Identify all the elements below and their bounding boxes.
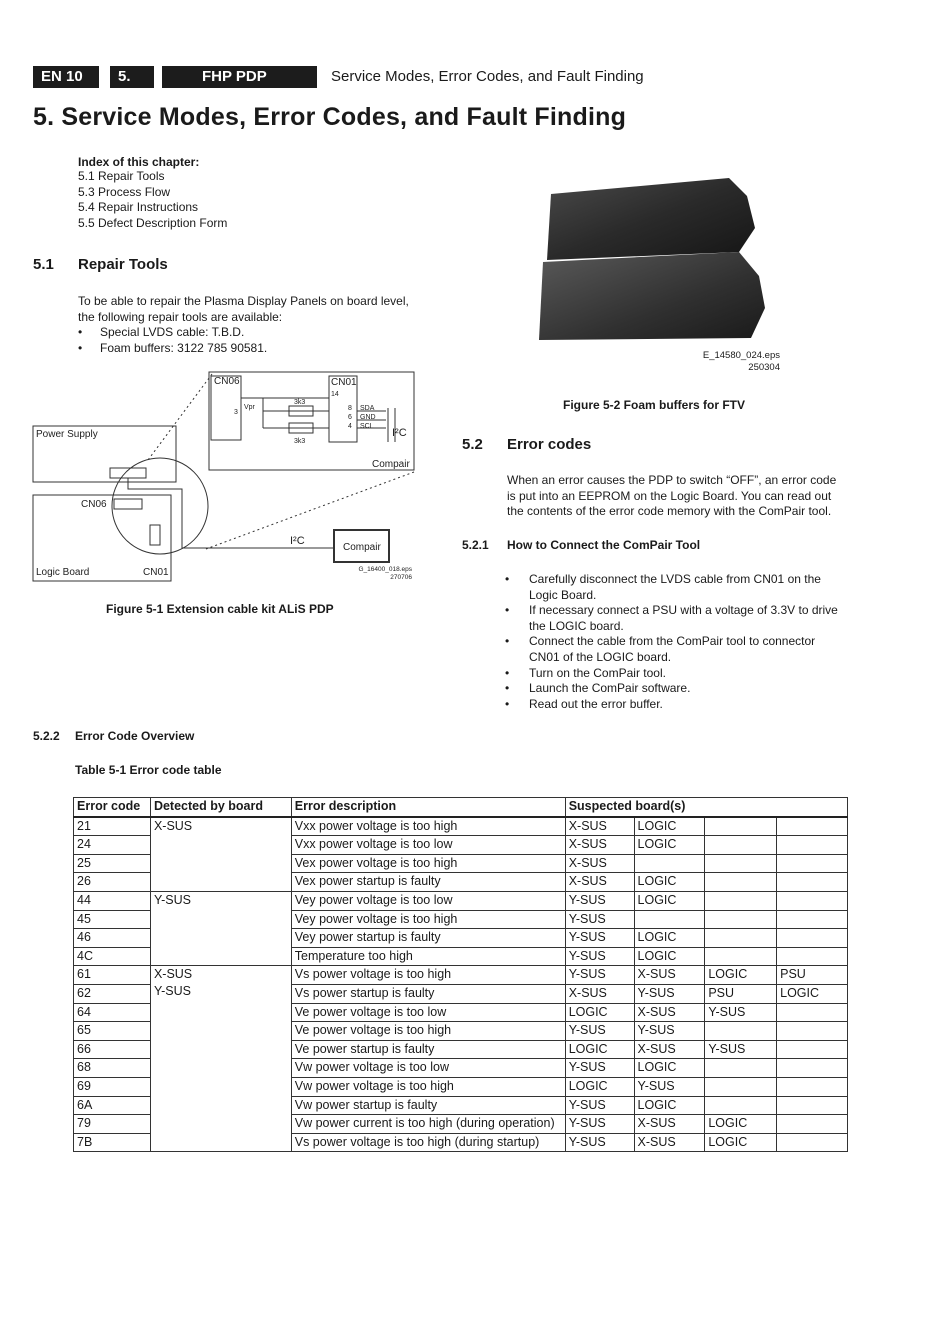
step-item: • Connect the cable from the ComPair tool to connector CN01 of the LOGIC board. bbox=[505, 634, 855, 665]
suspected-board-cell bbox=[705, 1077, 777, 1096]
model-name: FHP PDP bbox=[202, 68, 267, 85]
header-title: Service Modes, Error Codes, and Fault Finding bbox=[331, 68, 644, 85]
error-description-cell: Vs power startup is faulty bbox=[291, 984, 565, 1003]
suspected-board-cell bbox=[705, 854, 777, 873]
compair-steps bbox=[505, 572, 855, 712]
error-code-cell: 4C bbox=[74, 947, 151, 966]
page-number: EN 10 bbox=[41, 68, 83, 85]
i2c-label: I²C bbox=[392, 427, 407, 439]
error-description-cell: Vw power voltage is too low bbox=[291, 1059, 565, 1078]
suspected-board-cell: PSU bbox=[777, 966, 848, 985]
suspected-board-cell: PSU bbox=[705, 984, 777, 1003]
power-supply-connector bbox=[110, 468, 146, 478]
error-description-cell: Ve power voltage is too high bbox=[291, 1022, 565, 1041]
suspected-board-cell bbox=[777, 929, 848, 948]
suspected-board-cell: X-SUS bbox=[634, 1115, 705, 1134]
suspected-board-cell: Y-SUS bbox=[565, 947, 634, 966]
suspected-board-cell bbox=[705, 929, 777, 948]
suspected-board-cell: Y-SUS bbox=[565, 929, 634, 948]
index-item[interactable]: 5.3 Process Flow bbox=[78, 184, 171, 199]
suspected-board-cell: X-SUS bbox=[634, 966, 705, 985]
resistor-label: 3k3 bbox=[294, 438, 306, 445]
error-description-cell: Vxx power voltage is too high bbox=[291, 817, 565, 836]
figure-5-2-ref bbox=[640, 350, 780, 374]
suspected-board-cell bbox=[705, 817, 777, 836]
intro-line: To be able to repair the Plasma Display Panels on board level, bbox=[78, 294, 409, 308]
scl-label: SCL bbox=[360, 423, 374, 430]
index-item[interactable]: 5.5 Defect Description Form bbox=[78, 215, 228, 230]
suspected-board-cell bbox=[634, 910, 705, 929]
suspected-board-cell bbox=[777, 1077, 848, 1096]
repair-tool-item: • Special LVDS cable: T.B.D. bbox=[78, 325, 409, 341]
table-row bbox=[74, 891, 848, 910]
figure-ref: E_14580_024.eps bbox=[702, 350, 780, 361]
page-number-tag bbox=[33, 66, 99, 88]
step-item: • Carefully disconnect the LVDS cable from CN01 on the Logic Board. bbox=[505, 572, 855, 603]
suspected-board-cell: LOGIC bbox=[634, 947, 705, 966]
suspected-board-cell bbox=[777, 1022, 848, 1041]
extension-cable-diagram bbox=[30, 368, 420, 588]
paragraph-line: is put into an EEPROM on the Logic Board. You can read out bbox=[507, 488, 832, 503]
table-header-row bbox=[74, 798, 848, 817]
error-description-cell: Vw power startup is faulty bbox=[291, 1096, 565, 1115]
step-item: • Read out the error buffer. bbox=[505, 697, 855, 713]
suspected-board-cell bbox=[777, 947, 848, 966]
vpr-label: Vpr bbox=[244, 404, 255, 411]
suspected-board-cell bbox=[705, 947, 777, 966]
suspected-board-cell: Y-SUS bbox=[634, 1077, 705, 1096]
table-row bbox=[74, 817, 848, 836]
cn06-board-label: CN06 bbox=[81, 499, 107, 510]
suspected-board-cell: Y-SUS bbox=[565, 1059, 634, 1078]
section-5-1-number: 5.1 bbox=[33, 256, 54, 273]
suspected-board-cell: LOGIC bbox=[705, 1115, 777, 1134]
error-code-cell: 24 bbox=[74, 836, 151, 855]
suspected-board-cell bbox=[777, 854, 848, 873]
i2c-cable-label: I²C bbox=[290, 535, 305, 547]
column-header: Detected by board bbox=[150, 798, 291, 817]
suspected-board-cell: X-SUS bbox=[565, 873, 634, 892]
suspected-board-cell: LOGIC bbox=[705, 1133, 777, 1152]
suspected-board-cell: X-SUS bbox=[565, 817, 634, 836]
step-item: • Turn on the ComPair tool. bbox=[505, 666, 855, 682]
column-header: Suspected board(s) bbox=[565, 798, 847, 817]
figure-ref: G_16400_018.eps bbox=[358, 566, 412, 573]
suspected-board-cell bbox=[777, 1115, 848, 1134]
error-description-cell: Ve power voltage is too low bbox=[291, 1003, 565, 1022]
suspected-board-cell bbox=[705, 836, 777, 855]
suspected-board-cell bbox=[777, 1096, 848, 1115]
suspected-board-cell bbox=[777, 836, 848, 855]
pin-label: 3 bbox=[234, 409, 238, 416]
suspected-board-cell: Y-SUS bbox=[565, 966, 634, 985]
suspected-board-cell: X-SUS bbox=[634, 1133, 705, 1152]
error-code-cell: 25 bbox=[74, 854, 151, 873]
error-code-cell: 68 bbox=[74, 1059, 151, 1078]
error-code-cell: 65 bbox=[74, 1022, 151, 1041]
error-description-cell: Ve power startup is faulty bbox=[291, 1040, 565, 1059]
suspected-board-cell: Y-SUS bbox=[634, 984, 705, 1003]
column-header: Error description bbox=[291, 798, 565, 817]
error-code-cell: 6A bbox=[74, 1096, 151, 1115]
error-code-cell: 45 bbox=[74, 910, 151, 929]
error-description-cell: Vey power voltage is too high bbox=[291, 910, 565, 929]
intro-line: the following repair tools are available: bbox=[78, 309, 283, 324]
detected-by-cell bbox=[150, 817, 291, 892]
section-5-2-1-number: 5.2.1 bbox=[462, 538, 489, 552]
suspected-board-cell: LOGIC bbox=[634, 873, 705, 892]
chapter-number-tag bbox=[110, 66, 154, 88]
suspected-board-cell: X-SUS bbox=[634, 1003, 705, 1022]
paragraph-line: When an error causes the PDP to switch “OFF”, an error code bbox=[507, 473, 837, 487]
section-5-2-title: Error codes bbox=[507, 436, 592, 453]
section-5-1-title: Repair Tools bbox=[78, 256, 168, 273]
cn06-board-connector bbox=[114, 499, 142, 509]
suspected-board-cell: LOGIC bbox=[634, 929, 705, 948]
error-description-cell: Temperature too high bbox=[291, 947, 565, 966]
suspected-board-cell: X-SUS bbox=[634, 1040, 705, 1059]
suspected-board-cell bbox=[705, 1096, 777, 1115]
error-code-cell: 21 bbox=[74, 817, 151, 836]
suspected-board-cell: LOGIC bbox=[565, 1003, 634, 1022]
error-code-cell: 62 bbox=[74, 984, 151, 1003]
suspected-board-cell: LOGIC bbox=[634, 1059, 705, 1078]
suspected-board-cell bbox=[777, 873, 848, 892]
suspected-board-cell bbox=[777, 1003, 848, 1022]
compair-box-label: Compair bbox=[343, 542, 381, 553]
error-description-cell: Vex power voltage is too high bbox=[291, 854, 565, 873]
section-5-1-intro bbox=[78, 294, 409, 356]
suspected-board-cell bbox=[705, 891, 777, 910]
suspected-board-cell: LOGIC bbox=[634, 891, 705, 910]
suspected-board-cell bbox=[705, 1059, 777, 1078]
error-code-cell: 66 bbox=[74, 1040, 151, 1059]
error-description-cell: Vw power current is too high (during operation) bbox=[291, 1115, 565, 1134]
suspected-board-cell bbox=[777, 910, 848, 929]
error-description-cell: Vey power voltage is too low bbox=[291, 891, 565, 910]
resistor-label: 3k3 bbox=[294, 399, 306, 406]
cn01-board-connector bbox=[150, 525, 160, 545]
suspected-board-cell bbox=[777, 1133, 848, 1152]
suspected-board-cell bbox=[705, 1022, 777, 1041]
repair-tool-item: • Foam buffers: 3122 785 90581. bbox=[78, 341, 409, 357]
logic-board-label: Logic Board bbox=[36, 567, 90, 578]
suspected-board-cell: X-SUS bbox=[565, 854, 634, 873]
figure-ref-date: 270706 bbox=[390, 574, 412, 581]
suspected-board-cell: Y-SUS bbox=[565, 1133, 634, 1152]
error-description-cell: Vs power voltage is too high bbox=[291, 966, 565, 985]
cn01-label: CN01 bbox=[331, 377, 357, 388]
suspected-board-cell: LOGIC bbox=[777, 984, 848, 1003]
error-code-cell: 69 bbox=[74, 1077, 151, 1096]
section-5-2-2-number: 5.2.2 bbox=[33, 729, 60, 743]
suspected-board-cell: Y-SUS bbox=[705, 1003, 777, 1022]
figure-ref-date: 250304 bbox=[748, 362, 780, 373]
error-description-cell: Vxx power voltage is too low bbox=[291, 836, 565, 855]
pin-label: 6 bbox=[348, 414, 352, 421]
error-code-cell: 26 bbox=[74, 873, 151, 892]
suspected-board-cell bbox=[705, 910, 777, 929]
foam-buffers-photo bbox=[533, 168, 783, 346]
error-code-table bbox=[73, 797, 848, 1152]
suspected-board-cell bbox=[777, 1059, 848, 1078]
detected-by-board: X-SUS bbox=[153, 818, 193, 833]
suspected-board-cell: LOGIC bbox=[634, 836, 705, 855]
suspected-board-cell: LOGIC bbox=[565, 1077, 634, 1096]
suspected-board-cell: Y-SUS bbox=[565, 1096, 634, 1115]
power-supply-label: Power Supply bbox=[36, 429, 98, 440]
detected-by-cell bbox=[150, 966, 291, 1152]
table-title: Table 5-1 Error code table bbox=[75, 763, 222, 777]
column-header: Error code bbox=[74, 798, 151, 817]
error-code-cell: 44 bbox=[74, 891, 151, 910]
suspected-board-cell: Y-SUS bbox=[634, 1022, 705, 1041]
step-item: • If necessary connect a PSU with a voltage of 3.3V to drive the LOGIC board. bbox=[505, 603, 855, 634]
error-code-cell: 7B bbox=[74, 1133, 151, 1152]
pin-label: 4 bbox=[348, 423, 352, 430]
index-item[interactable]: 5.4 Repair Instructions bbox=[78, 200, 199, 215]
figure-5-1-caption: Figure 5-1 Extension cable kit ALiS PDP bbox=[106, 602, 334, 616]
chapter-number: 5. bbox=[118, 68, 131, 85]
error-code-cell: 61 bbox=[74, 966, 151, 985]
table-row bbox=[74, 966, 848, 985]
suspected-board-cell: X-SUS bbox=[565, 984, 634, 1003]
index-title: Index of this chapter: bbox=[78, 155, 200, 169]
suspected-board-cell: LOGIC bbox=[565, 1040, 634, 1059]
index-item[interactable]: 5.1 Repair Tools bbox=[78, 169, 165, 183]
error-code-cell: 64 bbox=[74, 1003, 151, 1022]
suspected-board-cell: LOGIC bbox=[634, 1096, 705, 1115]
paragraph-line: the contents of the error code memory with the ComPair tool. bbox=[507, 504, 832, 519]
gnd-label: GND bbox=[360, 414, 376, 421]
suspected-board-cell: Y-SUS bbox=[565, 1115, 634, 1134]
suspected-board-cell bbox=[705, 873, 777, 892]
sda-label: SDA bbox=[360, 405, 375, 412]
pin-label: 8 bbox=[348, 405, 352, 412]
connector-detail-box bbox=[209, 372, 414, 470]
suspected-board-cell: Y-SUS bbox=[565, 891, 634, 910]
chapter-index bbox=[78, 155, 227, 231]
error-description-cell: Vex power startup is faulty bbox=[291, 873, 565, 892]
suspected-board-cell: Y-SUS bbox=[565, 910, 634, 929]
suspected-board-cell bbox=[777, 891, 848, 910]
section-5-2-number: 5.2 bbox=[462, 436, 483, 453]
detected-by-board: X-SUS bbox=[153, 967, 193, 982]
section-5-2-1-title: How to Connect the ComPair Tool bbox=[507, 538, 701, 552]
error-code-cell: 46 bbox=[74, 929, 151, 948]
detected-by-cell bbox=[150, 891, 291, 965]
error-description-cell: Vey power startup is faulty bbox=[291, 929, 565, 948]
suspected-board-cell bbox=[777, 1040, 848, 1059]
suspected-board-cell bbox=[634, 854, 705, 873]
cn01-board-label: CN01 bbox=[143, 567, 169, 578]
error-code-cell: 79 bbox=[74, 1115, 151, 1134]
suspected-board-cell: LOGIC bbox=[634, 817, 705, 836]
pin-label: 14 bbox=[331, 391, 339, 398]
detected-by-board: Y-SUS bbox=[153, 892, 191, 907]
chapter-title: 5. Service Modes, Error Codes, and Fault Finding bbox=[33, 103, 627, 131]
suspected-board-cell: X-SUS bbox=[565, 836, 634, 855]
section-5-2-2-title: Error Code Overview bbox=[75, 729, 195, 743]
suspected-board-cell: Y-SUS bbox=[565, 1022, 634, 1041]
model-tag bbox=[162, 66, 317, 88]
figure-5-2-caption: Figure 5-2 Foam buffers for FTV bbox=[563, 398, 746, 412]
suspected-board-cell: Y-SUS bbox=[705, 1040, 777, 1059]
step-item: • Launch the ComPair software. bbox=[505, 681, 855, 697]
suspected-board-cell bbox=[777, 817, 848, 836]
compair-label: Compair bbox=[372, 459, 410, 470]
suspected-board-cell: LOGIC bbox=[705, 966, 777, 985]
error-description-cell: Vs power voltage is too high (during startup) bbox=[291, 1133, 565, 1152]
cn06-label: CN06 bbox=[214, 376, 240, 387]
detected-by-board: Y-SUS bbox=[153, 984, 191, 999]
error-description-cell: Vw power voltage is too high bbox=[291, 1077, 565, 1096]
section-5-2-paragraph bbox=[507, 473, 836, 520]
